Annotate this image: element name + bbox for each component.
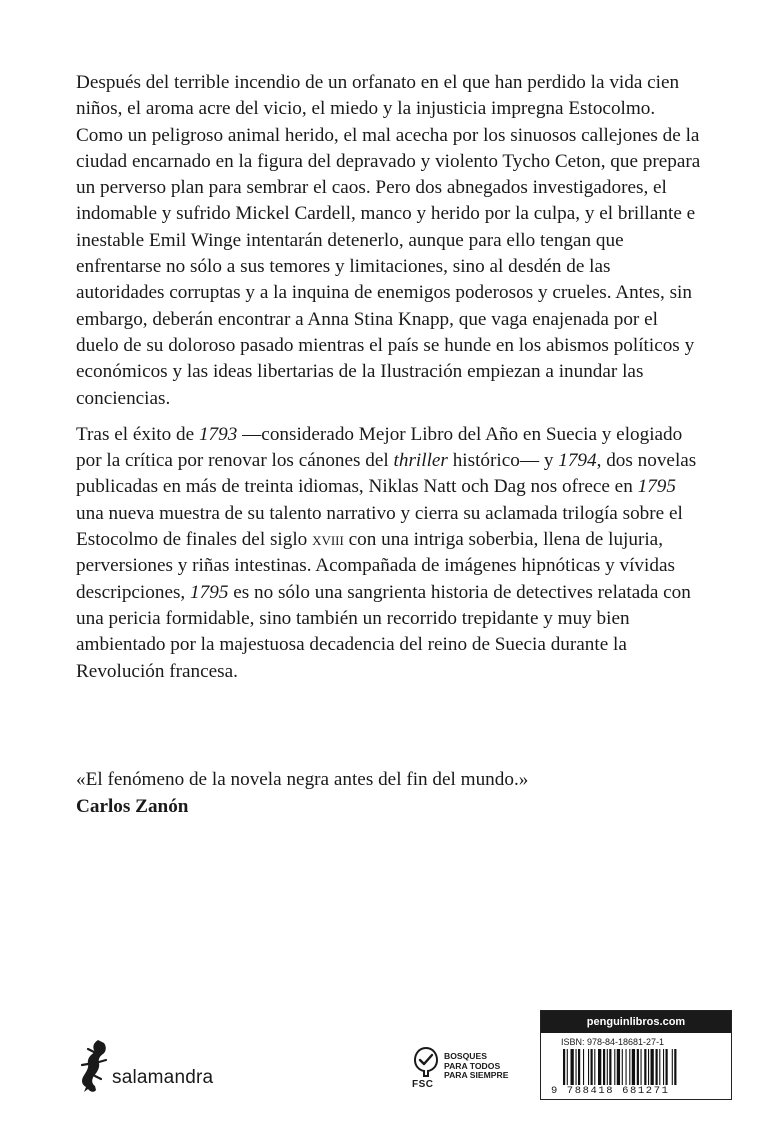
fsc-certification — [408, 1046, 518, 1096]
website-label: penguinlibros.com — [541, 1011, 731, 1033]
text-segment: , dos novelas publicadas en más de treinta idiomas, Niklas Natt och Dag nos ofrece en — [76, 450, 697, 498]
text-segment: Tras el éxito de — [76, 423, 199, 445]
genre-thriller: thriller — [393, 450, 448, 472]
quote-text: «El fenómeno de la novela negra antes del fin del mundo.» — [76, 769, 529, 790]
salamander-icon — [78, 1037, 112, 1095]
synopsis — [76, 70, 702, 685]
publisher-logo — [78, 1037, 228, 1097]
isbn-text: ISBN: 978-84-18681-27-1 — [561, 1037, 665, 1047]
text-segment: —considerado Mejor Libro del Año en Suecia y elogiado por la crítica por renovar los cánones del — [76, 423, 683, 472]
slogan-line: BOSQUES — [444, 1051, 487, 1061]
quote-author: Carlos Zanón — [76, 796, 189, 817]
synopsis-paragraph-2 — [76, 422, 702, 685]
century-numeral: xviii — [312, 529, 344, 551]
book-title-1795: 1795 — [190, 581, 229, 603]
text-segment: histórico— y — [447, 450, 559, 472]
slogan-line: PARA TODOS — [444, 1060, 501, 1071]
barcode-digits: 9 788418 681271 — [551, 1085, 670, 1097]
synopsis-paragraph-1: Después del terrible incendio de un orfanato en el que han perdido la vida cien niños, el aroma acre del vicio, el miedo y la injusticia impregna Estocolmo. Como un peligroso animal herido, el mal acecha por los sinuosos callejones de la ciudad encarnado en la figura del depravado y violento Tycho Ceton, que prepara un perverso plan para sembrar el caos. Pero dos abnegados investigadores, el indomable y sufrido Mickel Cardell, manco y herido por la culpa, y el brillante e inestable Emil Winge intentarán detenerlo, aunque para ello tengan que enfrentarse no sólo a sus temores y limitaciones, sino al desdén de las autoridades corruptas y a la inquina de enemigos poderosos y crueles. Antes, sin embargo, deberán encontrar a Anna Stina Knapp, que vaga enajenada por el duelo de su doloroso pasado mientras el país se hunde en los abismos políticos y económicos y las ideas libertarias de la Ilustración empiezan a inundar las conciencias. — [76, 72, 701, 409]
text-segment: una nueva muestra de su talento narrativo y cierra su aclamada trilogía sobre el Estocolmo de finales del siglo — [76, 502, 683, 551]
slogan-line: PARA SIEMPRE — [444, 1070, 509, 1080]
book-title-1795: 1795 — [637, 476, 676, 498]
review-quote — [76, 766, 528, 820]
text-segment: con una intriga soberbia, llena de lujuria, perversiones y riñas intestinas. Acompañada de imágenes hipnóticas y vívidas descripciones, — [76, 529, 675, 603]
tree-check-icon — [412, 1046, 440, 1078]
book-title-1794: 1794 — [558, 450, 597, 472]
publisher-name: salamandra — [112, 1067, 214, 1088]
isbn-barcode — [540, 1010, 732, 1100]
text-segment: es no sólo una sangrienta historia de detectives relatada con una pericia formidable, sino también un recorrido trepidante y muy bien ambientado por la majestuosa decadencia del reino de Suecia durante la Revolución francesa. — [76, 581, 691, 682]
fsc-label: FSC — [412, 1079, 434, 1090]
fsc-slogan — [444, 1052, 516, 1081]
book-title-1793: 1793 — [198, 423, 238, 445]
barcode-bars — [563, 1049, 713, 1085]
